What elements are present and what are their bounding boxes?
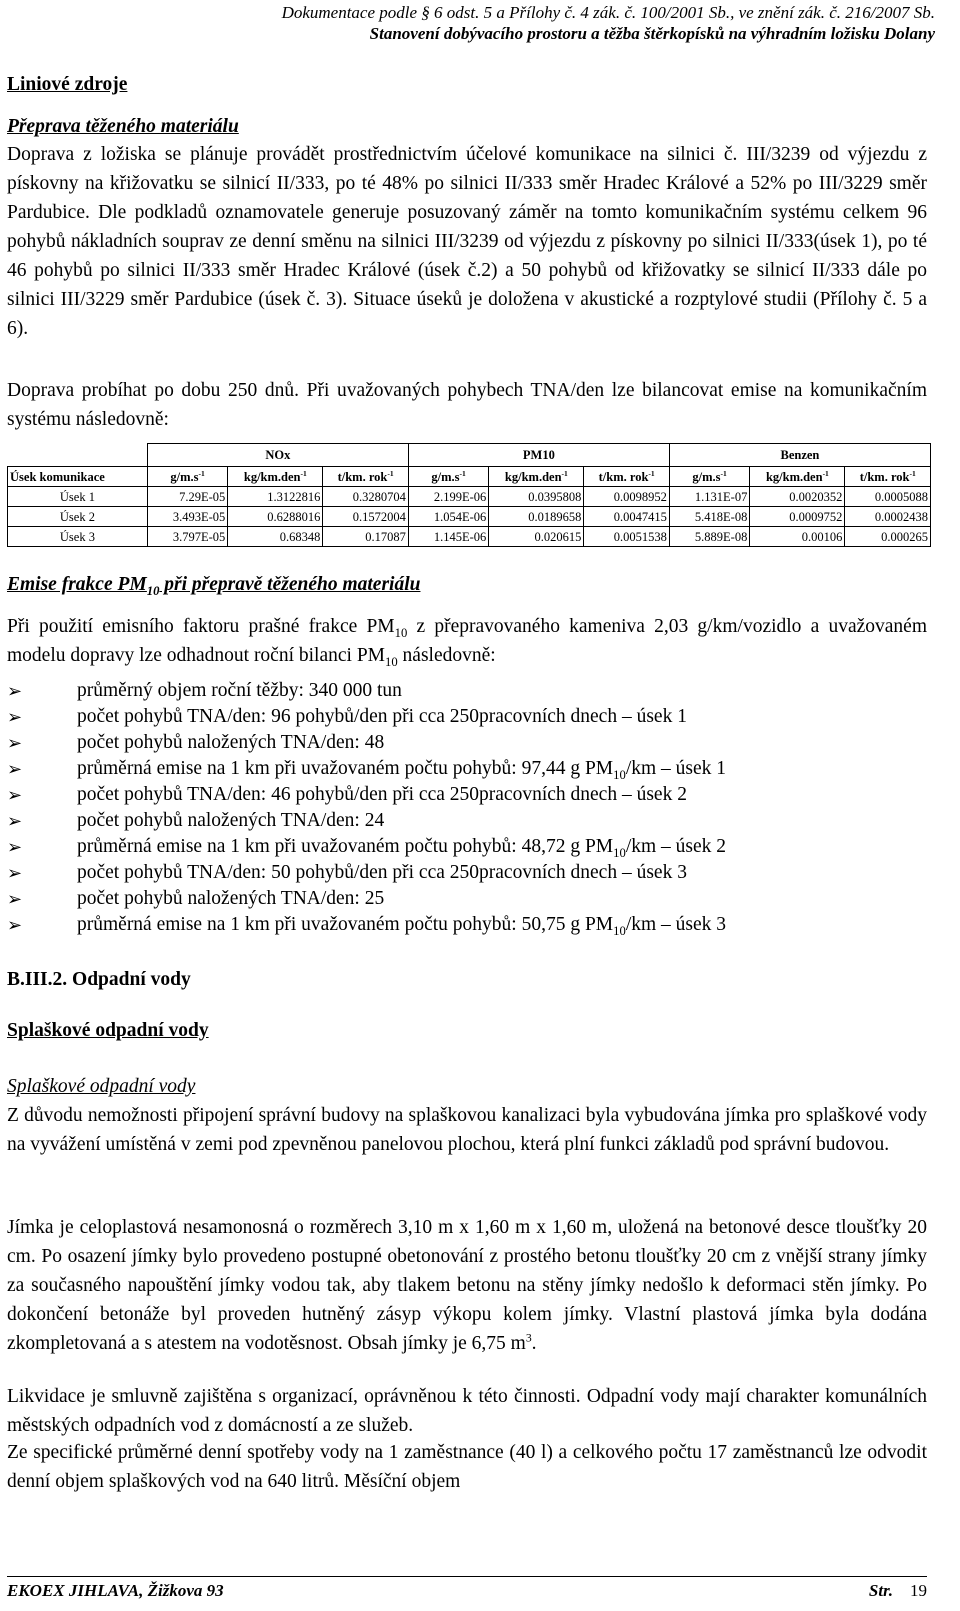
footer-page-number: Str. 19 <box>868 1581 927 1600</box>
unit-cell: $g/m.s^{-1}$ <box>408 467 488 487</box>
unit-cell: t/km. rok$^{-1}$ <box>584 467 670 487</box>
paragraph-likvidace: Likvidace je smluvně zajištěna s organizací, oprávněnou k této činnosti. Odpadní vody mají charakter komunálních městských odpadních vod z domácností a ze služeb. <box>7 1386 927 1436</box>
emission-table <box>7 443 931 547</box>
unit-cell: kg/km.den$^{-1}$ <box>489 467 584 487</box>
list-item: ➢ průměrná emise na 1 km při uvažovaném počtu pohybů: 50,75 g $PM_{10}/km$ – úsek 3 <box>7 914 727 938</box>
heading-preprava: Přeprava těženého materiálu <box>7 116 239 137</box>
list-item: ➢ počet pohybů TNA/den: 46 pohybů/den při cca 250pracovních dnech – úsek 2 <box>7 782 927 808</box>
table-row: Úsek 1 7.29E-05 1.3122816 0.3280704 2.199E-06 0.0395808 0.0098952 1.131E-07 0.0020352 0.0005088 <box>8 487 931 507</box>
paragraph-doprava-dny: Doprava probíhat po dobu 250 dnů. Při uvažovaných pohybech TNA/den lze bilancovat emise na komunikačním systému následovně: <box>7 380 927 430</box>
unit-cell: kg/km.den$^{-1}$ <box>750 467 845 487</box>
unit-cell: $g/m.s^{-1}$ <box>669 467 749 487</box>
list-item: ➢ počet pohybů naložených TNA/den: 25 <box>7 886 927 912</box>
arrow-bullet-icon: ➢ <box>7 837 23 857</box>
list-item: ➢ průměrná emise na 1 km při uvažovaném počtu pohybů: 97,44 g $PM_{10}/km$ – úsek 1 <box>7 758 727 782</box>
paragraph-spotreba: Ze specifické průměrné denní spotřeby vody na 1 zaměstnance (40 l) a celkového počtu 17 zaměstnanců lze odvodit denní objem splaškových vod na 640 litrů. Měsíční objem <box>7 1442 927 1492</box>
heading-emise-pm10: Emise frakce $PM_{10}$ při přepravě těženého materiálu <box>7 574 421 598</box>
header-line-2: Stanovení dobývacího prostoru a těžba štěrkopísků na výhradním ložisku Dolany <box>369 24 935 43</box>
subheading-splaskove: Splaškové odpadní vody <box>7 1076 196 1097</box>
unit-cell: t/km. rok$^{-1}$ <box>845 467 931 487</box>
page-footer <box>7 1576 927 1601</box>
footer-company: EKOEX JIHLAVA, Žižkova 93 <box>7 1581 224 1600</box>
list-item: ➢ počet pohybů naložených TNA/den: 24 <box>7 808 927 834</box>
table-row: Úsek 3 3.797E-05 0.68348 0.17087 1.145E-06 0.020615 0.0051538 5.889E-08 0.00106 0.000265 <box>8 527 931 547</box>
heading-liniove-zdroje: Liniové zdroje <box>7 74 128 95</box>
arrow-bullet-icon: ➢ <box>7 889 23 909</box>
list-item: ➢ počet pohybů TNA/den: 96 pohybů/den při cca 250pracovních dnech – úsek 1 <box>7 704 927 730</box>
paragraph-doprava: Doprava z ložiska se plánuje provádět prostřednictvím účelové komunikace na silnici č. III/3239 od výjezdu z pískovny na křižovatku se silnicí II/333, po té 48% po silnici II/333 směr Hradec Králové a 52% po III/3229 směr Pardubice. Dle podkladů oznamovatele generuje posuzovaný záměr na tomto komunikačním systému celkem 96 pohybů nákladních souprav ze denní směnu na silnici III/3239 od výjezdu z pískovny po silnici II/333(úsek 1), po té 46 pohybů po silnici II/333 směr Hradec Králové (úsek č.2) a 50 pohybů od křižovatky se silnicí II/333 dále po silnici III/3229 směr Pardubice (úsek č. 3). Situace úseků je doložena v akustické a rozptylové studii (Přílohy č. 5 a 6). <box>7 144 927 339</box>
row-header: Úsek komunikace <box>8 467 148 487</box>
heading-splaskove: Splaškové odpadní vody <box>7 1020 209 1041</box>
units-row <box>8 467 931 487</box>
pm10-bullet-list <box>7 678 927 938</box>
list-item: ➢ počet pohybů naložených TNA/den: 48 <box>7 730 927 756</box>
arrow-bullet-icon: ➢ <box>7 811 23 831</box>
paragraph-emisni-faktor: Při použití emisního faktoru prašné frakce $PM_{10}$ z přepravovaného kameniva 2,03 g/km/vozidlo a uvažovaném modelu dopravy lze odhadnout roční bilanci $PM_{10}$ následovně: <box>7 616 928 669</box>
heading-odpadni-vody: B.III.2. Odpadní vody <box>7 969 191 990</box>
arrow-bullet-icon: ➢ <box>7 785 23 805</box>
arrow-bullet-icon: ➢ <box>7 915 23 935</box>
list-item: ➢ průměrná emise na 1 km při uvažovaném počtu pohybů: 48,72 g $PM_{10}/km$ – úsek 2 <box>7 836 727 860</box>
group-benzen: Benzen <box>669 444 930 467</box>
table-row: Úsek 2 3.493E-05 0.6288016 0.1572004 1.054E-06 0.0189658 0.0047415 5.418E-08 0.0009752 0.0002438 <box>8 507 931 527</box>
unit-cell: $g/m.s^{-1}$ <box>147 467 227 487</box>
unit-cell: kg/km.den$^{-1}$ <box>228 467 323 487</box>
group-nox: NOx <box>147 444 408 467</box>
unit-cell: t/km. rok$^{-1}$ <box>323 467 409 487</box>
group-pm10: PM10 <box>408 444 669 467</box>
arrow-bullet-icon: ➢ <box>7 681 23 701</box>
list-item: ➢ průměrný objem roční těžby: 340 000 tun <box>7 678 927 704</box>
arrow-bullet-icon: ➢ <box>7 863 23 883</box>
paragraph-jimka-popis: Jímka je celoplastová nesamonosná o rozměrech 3,10 m x 1,60 m x 1,60 m, uložená na betonové desce tloušťky 20 cm. Po osazení jímky bylo provedeno postupné obetonování z prostého betonu tloušťky 20 cm z vnější strany jímky za současného napouštění jímky vodou tak, aby tlakem betonu na stěny jímky nedošlo k deformaci stěn jímky. Po dokončení betonáže byl proveden hutněný zásyp výkopu kolem jímky. Vlastní plastová jímka byla dodána zkompletovaná a s atestem na vodotěsnost. Obsah jímky je 6,75 $m^3$. <box>7 1217 927 1354</box>
paragraph-jimka-duvod: Z důvodu nemožnosti připojení správní budovy na splaškovou kanalizaci byla vybudována jímka pro splaškové vody na vyvážení umístěná v zemi pod zpevněnou panelovou plochou, která plní funkci základů pod správní budovou. <box>7 1105 927 1155</box>
arrow-bullet-icon: ➢ <box>7 707 23 727</box>
arrow-bullet-icon: ➢ <box>7 733 23 753</box>
header-line-1: Dokumentace podle § 6 odst. 5 a Přílohy č. 4 zák. č. 100/2001 Sb., ve znění zák. č. 216/2007 Sb. <box>281 3 935 22</box>
page-header <box>0 2 935 44</box>
arrow-bullet-icon: ➢ <box>7 759 23 779</box>
list-item: ➢ počet pohybů TNA/den: 50 pohybů/den při cca 250pracovních dnech – úsek 3 <box>7 860 927 886</box>
